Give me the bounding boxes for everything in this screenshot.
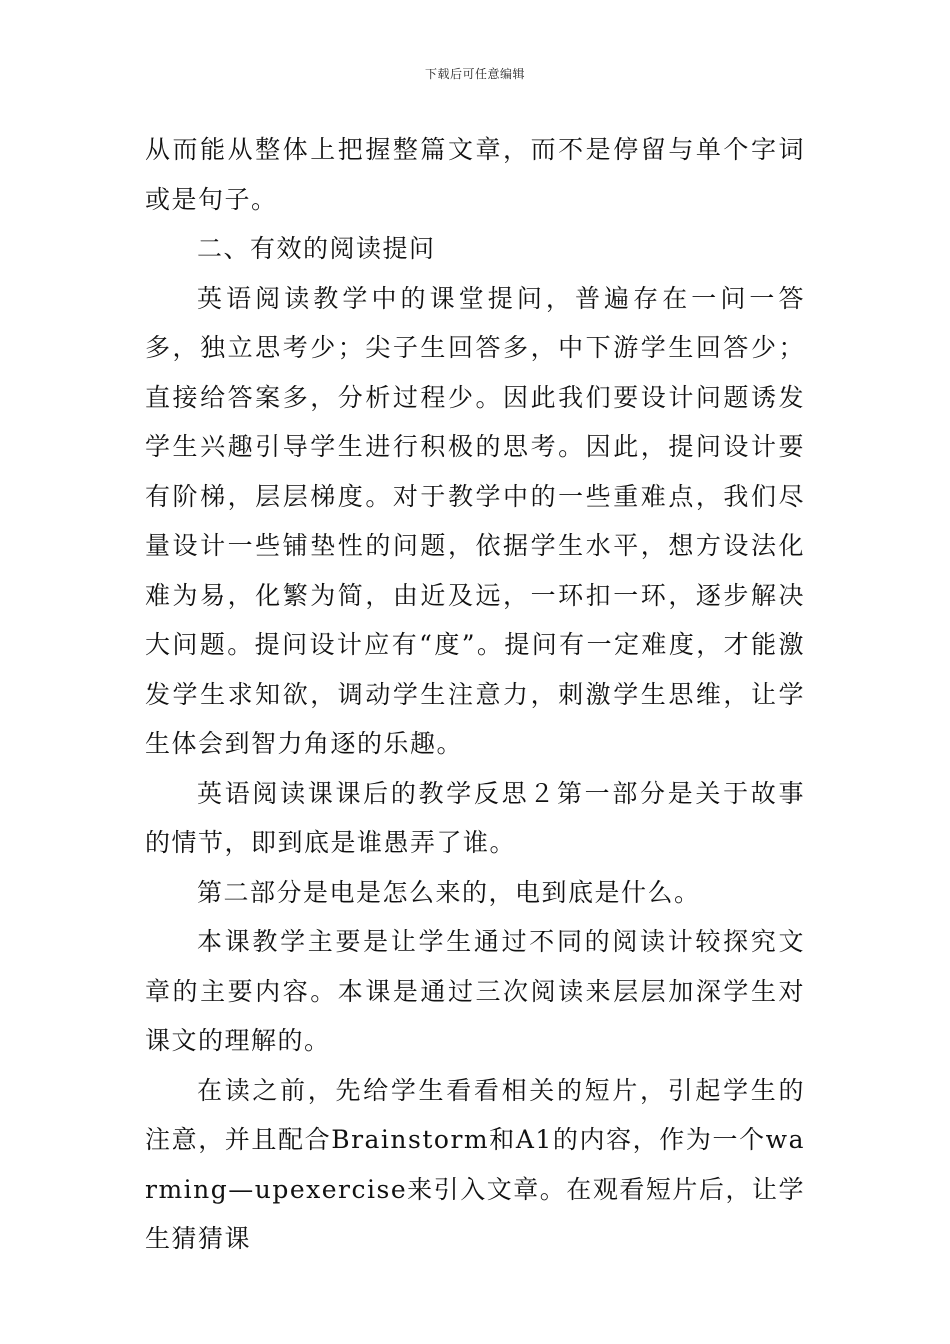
paragraph-2: 英语阅读教学中的课堂提问，普遍存在一问一答多，独立思考少；尖子生回答多，中下游学生回答少；直接给答案多，分析过程少。因此我们要设计问题诱发学生兴趣引导学生进行积极的思考。因此，提问设计要有阶梯，层层梯度。对于教学中的一些重难点，我们尽量设计一些铺垫性的问题，依据学生水平，想方设法化难为易，化繁为简，由近及远，一环扣一环，逐步解决大问题。提问设计应有“度”。提问有一定难度，才能激发学生求知欲，调动学生注意力，刺激学生思维，让学生体会到智力角逐的乐趣。	[145, 283, 805, 758]
paragraph-5: 本课教学主要是让学生通过不同的阅读计较探究文章的主要内容。本课是通过三次阅读来层层加深学生对课文的理解的。	[145, 927, 805, 1055]
paragraph-6: 在读之前，先给学生看看相关的短片，引起学生的注意，并且配合Brainstorm和A1的内容，作为一个warming—upexercise来引入文章。在观看短片后，让学生猜猜课	[145, 1075, 805, 1253]
document-body	[145, 125, 805, 1264]
paragraph-1: 从而能从整体上把握整篇文章，而不是停留与单个字词或是句子。	[145, 135, 805, 214]
paragraph-3: 英语阅读课课后的教学反思２第一部分是关于故事的情节，即到底是谁愚弄了谁。	[145, 778, 805, 857]
page-header: 下载后可任意编辑	[424, 67, 525, 81]
section-heading: 二、有效的阅读提问	[197, 234, 436, 263]
paragraph-4: 第二部分是电是怎么来的，电到底是什么。	[197, 877, 701, 907]
